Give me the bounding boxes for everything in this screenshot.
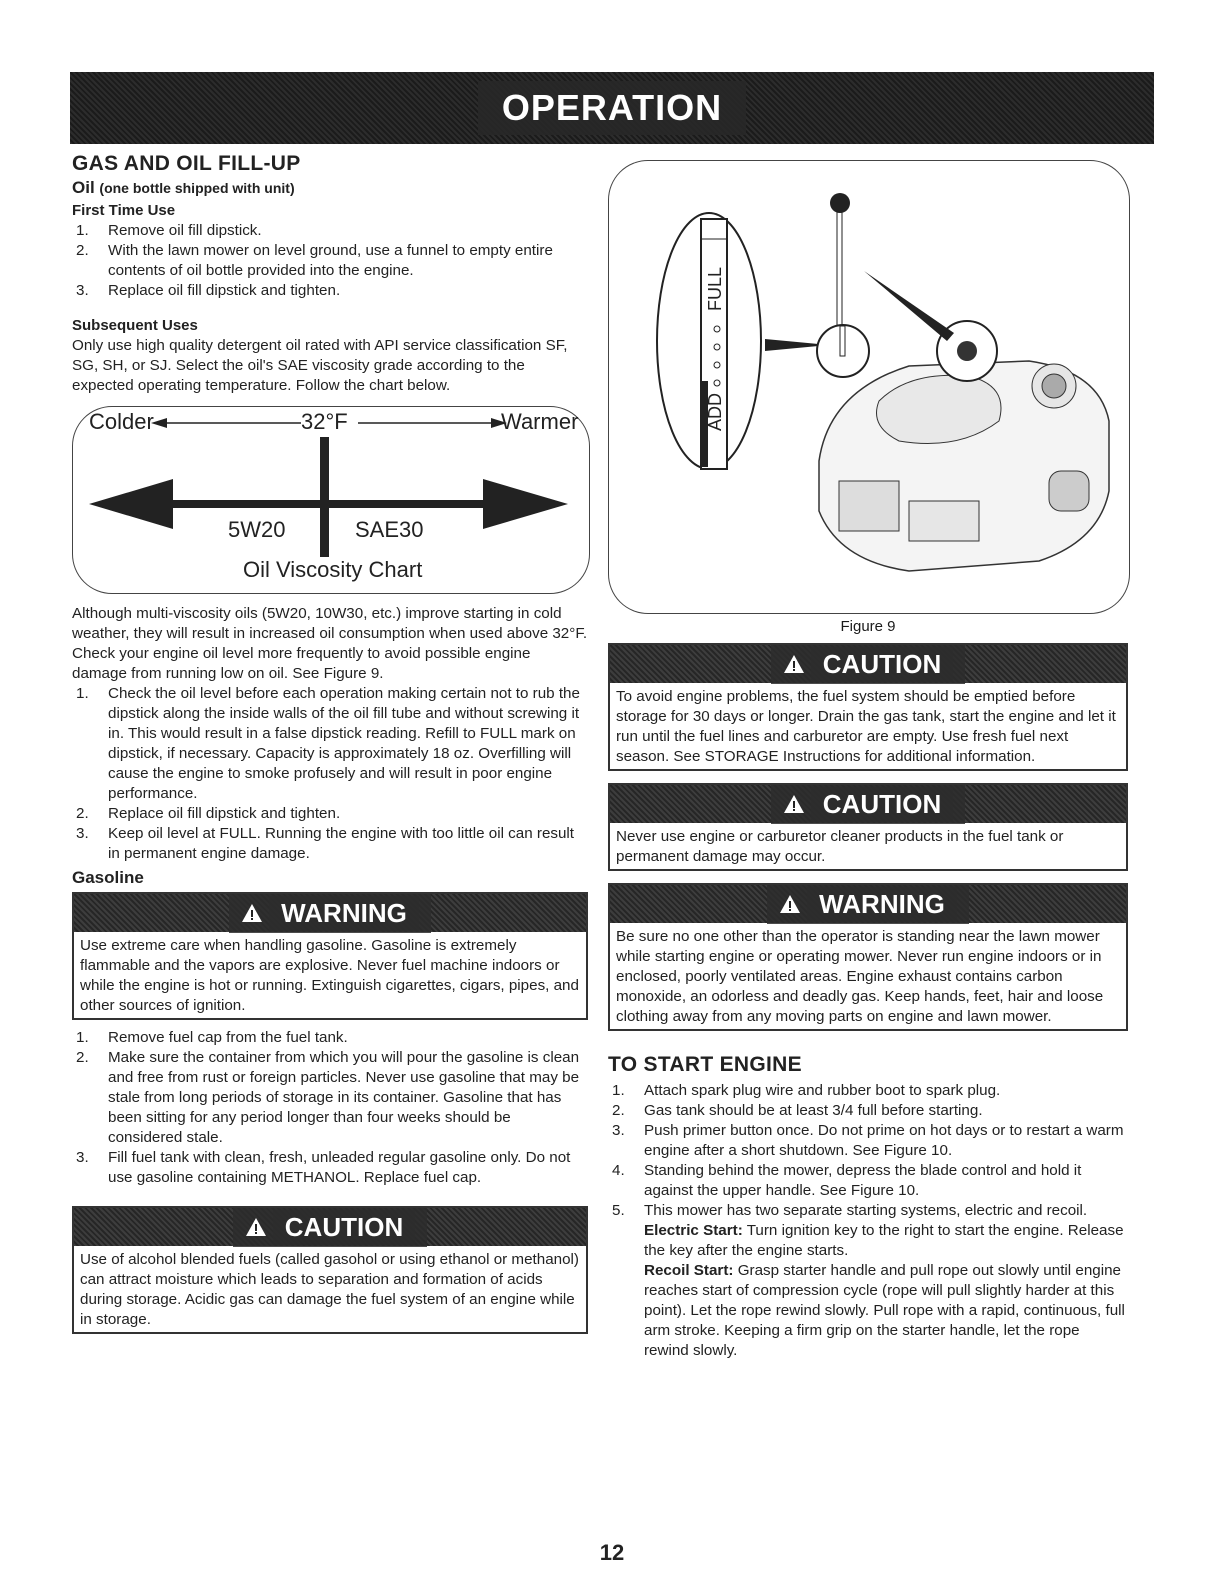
list-item: 5. This mower has two separate starting systems, electric and recoil. Electric Start: Turn ignition key to the right to start the engine. Release the key after the engine starts. Recoil Start: Grasp starter handle and pull rope out slowly until engine reaches start of compression cycle (rope will pull slightly harder at this point). Let the rope rewind slowly. Pull rope with a rapid, continuous, full arm stroke. Keeping a firm grip on the starter handle, let the rope rewind slowly. [612, 1202, 1125, 1359]
warmer-label: Warmer [501, 409, 579, 434]
oil-heading [72, 178, 588, 198]
left-column [72, 152, 588, 1334]
warning-triangle-icon [241, 903, 263, 923]
subsequent-text: Only use high quality detergent oil rated with API service classification SF, SG, SH, or SJ. Select the oil's SAE viscosity grade according to the expected operating temperature. Follow the chart below. [72, 337, 568, 394]
multi-viscosity-text: Although multi-viscosity oils (5W20, 10W30, etc.) improve starting in cold weather, they will result in increased oil consumption when used above 32°F. Check your engine oil level more frequently to avoid possible engine damage from running low on oil. See Figure 9. [72, 605, 588, 682]
gas-oil-heading: GAS AND OIL FILL-UP [72, 152, 301, 175]
gasoline-steps [72, 1028, 588, 1188]
recoil-start-text: Grasp starter handle and pull rope out slowly until engine reaches start of compression cycle (rope will pull slightly harder at this point). Let the rope rewind slowly. Pull rope with a rapid, continuous, full arm stroke. Keeping a firm grip on the starter handle, let the rope rewind slowly. [644, 1262, 1125, 1359]
warning-label: WARNING [269, 896, 419, 931]
caution-label: CAUTION [811, 647, 953, 682]
first-time-steps [72, 221, 588, 301]
list-item: 2. Make sure the container from which you will pour the gasoline is clean and free from rust or foreign particles. Never use gasoline that may be stale from long periods of storage in its container. Gasoline that has been sitting for any period longer than four weeks should be considered stale. [76, 1049, 580, 1146]
colder-label: Colder [89, 409, 154, 434]
warning-label: WARNING [807, 887, 957, 922]
first-time-heading: First Time Use [72, 202, 176, 219]
start-engine-steps [608, 1081, 1128, 1361]
gasoline-warning-box [72, 892, 588, 1020]
electric-start-label: Electric Start: [644, 1222, 743, 1239]
storage-caution-box [608, 643, 1128, 771]
storage-caution-text: To avoid engine problems, the fuel system should be emptied before storage for 30 days or longer. Drain the gas tank, start the engine and let it run until the fuel lines and carburetor are empty. Use fresh fuel next season. See STORAGE Instructions for additional information. [616, 688, 1116, 765]
list-item: 2. With the lawn mower on level ground, use a funnel to empty entire contents of oil bottle provided into the engine. [76, 242, 553, 279]
section-title: OPERATION [478, 81, 746, 135]
operator-warning-text: Be sure no one other than the operator is standing near the lawn mower while starting engine or operating mower. Never run engine indoors or in enclosed, poorly ventilated areas. Engine exhaust contains carbon monoxide, an odorless and deadly gas. Keep hands, feet, hair and loose clothing away from any moving parts on engine and lawn mower. [616, 928, 1104, 1025]
gasoline-caution-box [72, 1206, 588, 1334]
figure-9 [608, 160, 1130, 614]
grade-5w20: 5W20 [228, 517, 286, 542]
start-engine-heading: TO START ENGINE [608, 1053, 802, 1076]
chart-caption: Oil Viscosity Chart [243, 557, 423, 582]
figure-caption: Figure 9 [840, 618, 896, 635]
list-item: 1. Attach spark plug wire and rubber boot to spark plug. [612, 1082, 1001, 1099]
warning-header [610, 885, 1126, 923]
oil-title: Oil [72, 178, 95, 197]
gasoline-heading: Gasoline [72, 868, 144, 887]
list-item: 3. Keep oil level at FULL. Running the engine with too little oil can result in permanent engine damage. [76, 825, 575, 862]
recoil-start-label: Recoil Start: [644, 1262, 734, 1279]
list-item: 3. Push primer button once. Do not prime on hot days or to restart a warm engine after a short shutdown. See Figure 10. [612, 1122, 1124, 1159]
gasoline-caution-text: Use of alcohol blended fuels (called gasohol or using ethanol or methanol) can attract moisture which leads to separation and formation of acids during storage. Acidic gas can damage the fuel system of an engine while in storage. [80, 1251, 579, 1328]
gasoline-warning-text: Use extreme care when handling gasoline. Gasoline is extremely flammable and the vapors are explosive. Never fuel machine indoors or while the engine is hot or running. Extinguish cigarettes, cigars, pipes, and other sources of ignition. [80, 937, 579, 1014]
warning-triangle-icon [779, 894, 801, 914]
caution-label: CAUTION [811, 787, 953, 822]
warning-header [74, 894, 586, 932]
oil-note: (one bottle shipped with unit) [99, 180, 295, 196]
cleaner-caution-text: Never use engine or carburetor cleaner products in the fuel tank or permanent damage may occur. [616, 828, 1064, 865]
list-item: 3. Replace oil fill dipstick and tighten. [76, 282, 341, 299]
list-item: 1. Check the oil level before each operation making certain not to rub the dipstick along the inside walls of the oil fill tube and without screwing it in. This would result in a false dipstick reading. Refill to FULL mark on dipstick, if necessary. Capacity is approximately 18 oz. Overfilling will cause the engine to smoke profusely and will result in poor engine performance. [76, 685, 580, 802]
cleaner-caution-box [608, 783, 1128, 871]
right-column [608, 160, 1128, 1361]
dipstick-add-label: ADD [705, 392, 725, 431]
dipstick-full-label: FULL [705, 266, 725, 311]
list-item: 1. Remove oil fill dipstick. [76, 222, 262, 239]
warning-triangle-icon [783, 654, 805, 674]
list-item: 3. Fill fuel tank with clean, fresh, unleaded regular gasoline only. Do not use gasoline containing METHANOL. Replace fuel cap. [76, 1149, 571, 1186]
oil-check-steps [72, 684, 588, 864]
caution-header [610, 645, 1126, 683]
list-item: 4. Standing behind the mower, depress the blade control and hold it against the upper handle. See Figure 10. [612, 1162, 1082, 1199]
grade-sae30: SAE30 [355, 517, 424, 542]
list-item: 1. Remove fuel cap from the fuel tank. [76, 1029, 348, 1046]
caution-label: CAUTION [273, 1210, 415, 1245]
temp-label: 32°F [301, 409, 348, 434]
list-item: 2. Replace oil fill dipstick and tighten. [76, 805, 341, 822]
caution-header [74, 1208, 586, 1246]
electric-start-text: Turn ignition key to the right to start the engine. Release the key after the engine starts. [644, 1222, 1124, 1259]
caution-header [610, 785, 1126, 823]
section-banner [70, 72, 1154, 144]
warning-triangle-icon [783, 794, 805, 814]
warning-triangle-icon [245, 1217, 267, 1237]
list-item: 2. Gas tank should be at least 3/4 full before starting. [612, 1102, 983, 1119]
operator-warning-box [608, 883, 1128, 1031]
subsequent-heading: Subsequent Uses [72, 317, 198, 334]
oil-viscosity-chart [72, 406, 590, 594]
page-number: 12 [599, 1540, 625, 1565]
engine-dipstick-illustration [609, 161, 1129, 613]
